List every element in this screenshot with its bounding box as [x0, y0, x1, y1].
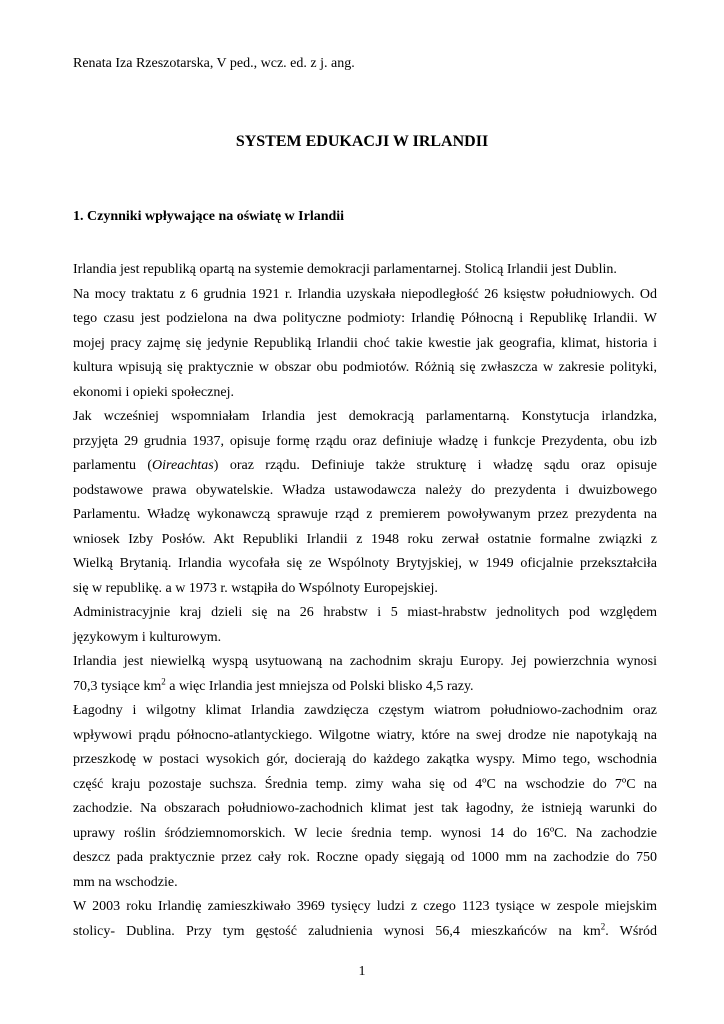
text-line: część kraju pozostaje suchsza. Średnia temp. zimy waha się od 4ºC na wschodzie do 7ºC na — [73, 776, 657, 792]
text-line: przeszkodę w postaci wysokich gór, docierają do każdego zakątka wyspy. Mimo tego, wschodnia — [73, 752, 657, 767]
text-line: mm na wschodzie. — [73, 874, 178, 890]
text-line: ekonomi i opieki społecznej. — [73, 384, 234, 400]
text-fragment: 70,3 tysiące km — [73, 678, 162, 694]
text-fragment: ) oraz rządu. Definiuje także strukturę i władzę sądu oraz opisuje — [213, 458, 658, 473]
text-fragment: a więc Irlandia jest mniejsza od Polski blisko 4,5 razy. — [165, 678, 474, 694]
text-line — [73, 920, 657, 945]
text-line: deszcz pada praktycznie przez cały rok. Roczne opady sięgają od 1000 mm na zachodzie do 750 — [73, 850, 657, 865]
page-number: 1 — [358, 964, 366, 979]
text-line: Irlandia jest niewielką wyspą usytuowaną na zachodnim skraju Europy. Jej powierzchnia wynosi — [73, 654, 657, 669]
text-line: Na mocy traktatu z 6 grudnia 1921 r. Irlandia uzyskała niepodległość 26 księstw południowych. Od — [73, 286, 657, 302]
text-fragment: . Wśród — [605, 923, 657, 939]
text-line: Parlamentu. Władzę wykonawczą sprawuje rząd z premierem powoływanym przez prezydenta na — [73, 507, 657, 522]
text-line: podstawowe prawa obywatelskie. Władza ustawodawcza należy do prezydenta i dwuizbowego — [73, 482, 657, 498]
text-line: Administracyjnie kraj dzieli się na 26 hrabstw i 5 miast-hrabstw jednolitych pod względem — [73, 605, 657, 620]
text-line: przyjęta 29 grudnia 1937, opisuje formę rządu oraz definiuje władzę i funkcje Prezydenta, obu izb — [73, 433, 657, 449]
superscript: 2 — [161, 675, 166, 686]
text-line: Jak wcześniej wspomniałam Irlandia jest demokracją parlamentarną. Konstytucja irlandzka, — [73, 409, 657, 424]
italic-term: Oireachtas — [152, 458, 214, 473]
text-line: uprawy roślin śródziemnomorskich. W lecie średnia temp. wynosi 14 do 16ºC. Na zachodzie — [73, 825, 657, 841]
text-line: Irlandia jest republiką opartą na systemie demokracji parlamentarnej. Stolicą Irlandii jest Dublin. — [73, 262, 617, 277]
section-heading: 1. Czynniki wpływające na oświatę w Irlandii — [73, 209, 345, 224]
text-fragment: stolicy- Dublina. Przy tym gęstość zaludnienia wynosi 56,4 mieszkańców na km — [73, 923, 601, 939]
text-line: zachodzie. Na obszarach południowo-zachodnich klimat jest tak łagodny, że istnieją warunki do — [73, 801, 657, 816]
superscript: 2 — [600, 920, 606, 931]
text-line: wpływowi prądu północno-atlantyckiego. Wilgotne wiatry, które na swej drodze nie napotykają na — [73, 727, 657, 743]
text-line: Wielką Brytanią. Irlandia wycofała się ze Wspólnoty Brytyjskiej, w 1949 oficjalnie przekształciła — [73, 556, 657, 571]
page-title: SYSTEM EDUKACJI W IRLANDII — [235, 133, 489, 150]
body-text — [73, 258, 657, 944]
text-line: mojej pracy zajmę się jedynie Republiką Irlandii choć takie kwestie jak geografia, klimat, historia i — [73, 335, 657, 351]
text-line: się w republikę. a w 1973 r. wstąpiła do Wspólnoty Europejskiej. — [73, 580, 438, 596]
text-line: W 2003 roku Irlandię zamieszkiwało 3969 tysięcy ludzi z czego 1123 tysiące w zespole miejskim — [73, 899, 657, 914]
text-line: tego czasu jest podzielona na dwa polityczne podmioty: Irlandię Północną i Republikę Irlandii. W — [73, 311, 657, 326]
author-line: Renata Iza Rzeszotarska, V ped., wcz. ed. z j. ang. — [73, 56, 355, 71]
text-fragment: parlamentu ( — [73, 458, 153, 473]
text-line: Łagodny i wilgotny klimat Irlandia zawdzięcza częstym wiatrom południowo-zachodnim oraz — [73, 703, 657, 718]
text-line: językowym i kulturowym. — [73, 629, 222, 645]
text-line — [73, 454, 657, 479]
text-line: kultura wpisują się praktycznie w obszar obu podmiotów. Różnią się zwłaszcza w zakresie polityki, — [73, 360, 657, 375]
text-line — [73, 675, 657, 700]
text-line: wniosek Izby Posłów. Akt Republiki Irlandii z 1948 roku zerwał ostatnie formalne związki z — [73, 531, 657, 547]
